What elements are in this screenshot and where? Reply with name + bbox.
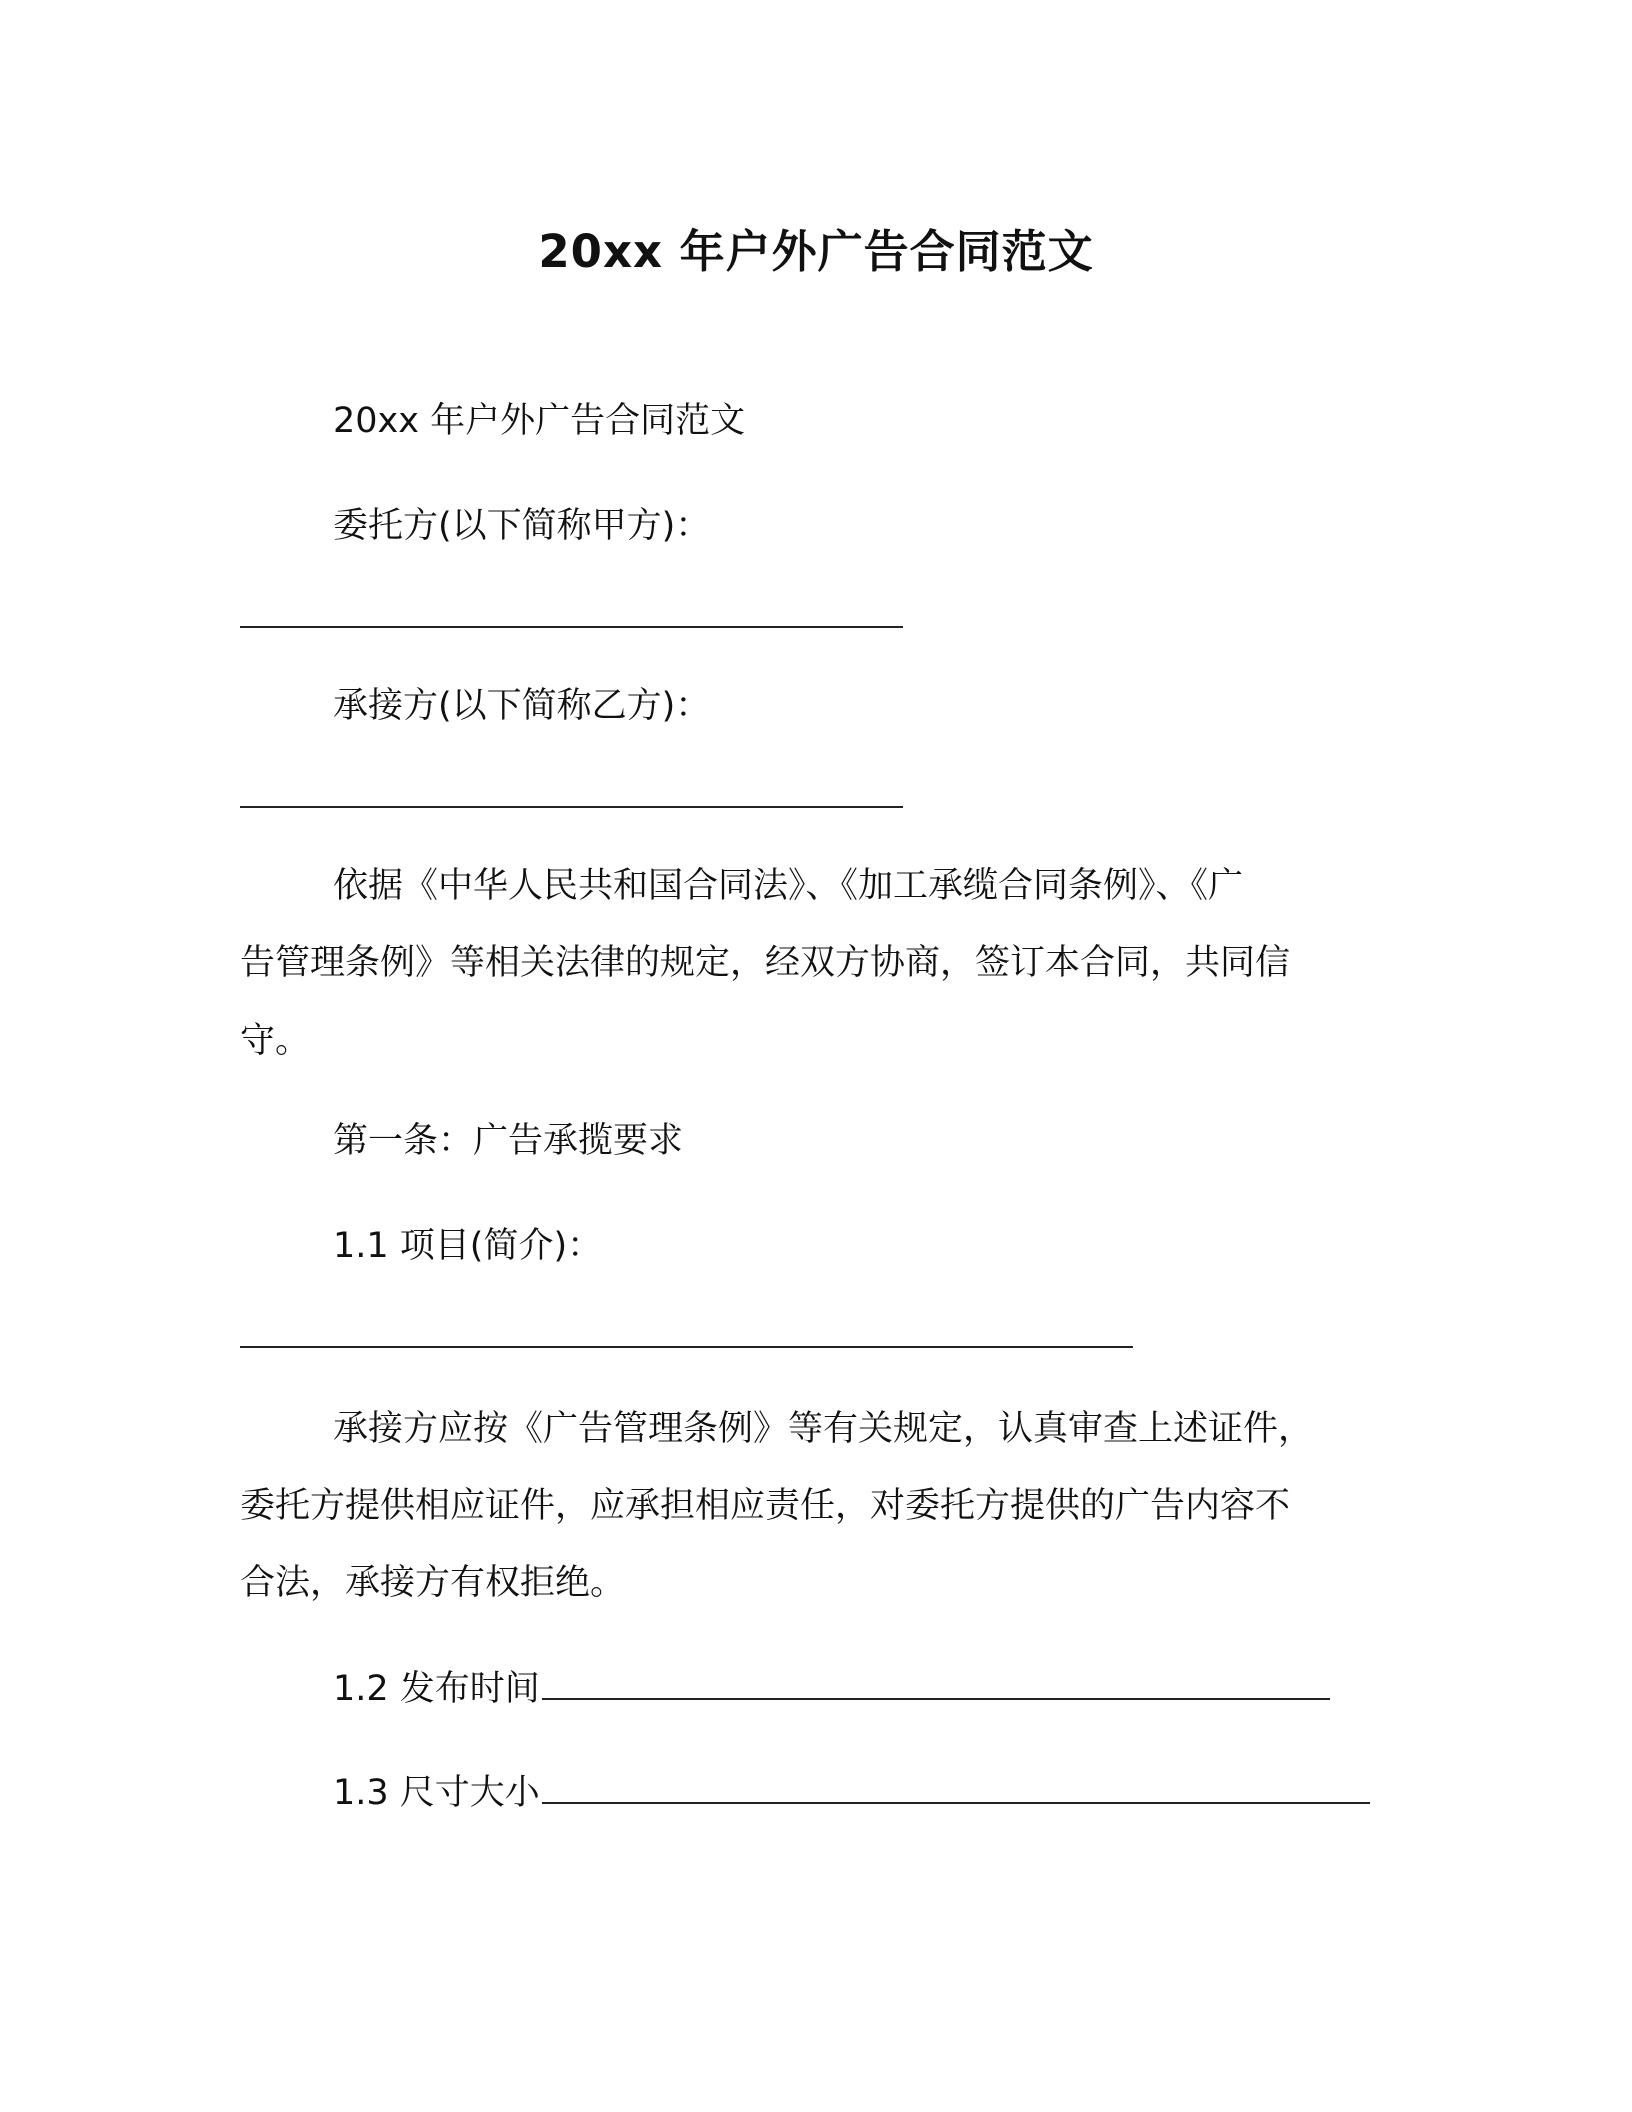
party-b-fill-blank: [240, 806, 903, 808]
party-a-fill-blank: [240, 626, 903, 628]
paragraph-line: 告管理条例》等相关法律的规定，经双方协商，签订本合同，共同信: [240, 943, 1291, 983]
item-1-2-fill-blank: [542, 1664, 1330, 1700]
item-1-1-label: 1.1 项目(简介)：: [333, 1226, 603, 1266]
item-1-2-row: [333, 1664, 1330, 1714]
item-1-2-label: 1.2 发布时间: [333, 1669, 540, 1709]
paragraph-line: 委托方提供相应证件，应承担相应责任，对委托方提供的广告内容不: [240, 1486, 1291, 1526]
item-1-3-row: [333, 1768, 1370, 1818]
party-a-label: 委托方(以下简称甲方)：: [333, 506, 711, 546]
paragraph-line: 承接方应按《广告管理条例》等有关规定，认真审查上述证件，: [333, 1409, 1314, 1449]
item-1-3-label: 1.3 尺寸大小: [333, 1773, 540, 1813]
item-1-1-fill-blank: [240, 1346, 1133, 1348]
paragraph-line: 守。: [240, 1021, 311, 1061]
paragraph-line: 依据《中华人民共和国合同法》、《加工承缆合同条例》、《广: [333, 866, 1244, 906]
paragraph-line: 合法，承接方有权拒绝。: [240, 1563, 626, 1603]
item-1-3-fill-blank: [542, 1768, 1370, 1804]
article-one-heading: 第一条：广告承揽要求: [333, 1121, 684, 1161]
subtitle-text: 20xx 年户外广告合同范文: [333, 401, 746, 441]
document-title: 20xx 年户外广告合同范文: [538, 225, 1094, 278]
party-b-label: 承接方(以下简称乙方)：: [333, 686, 711, 726]
